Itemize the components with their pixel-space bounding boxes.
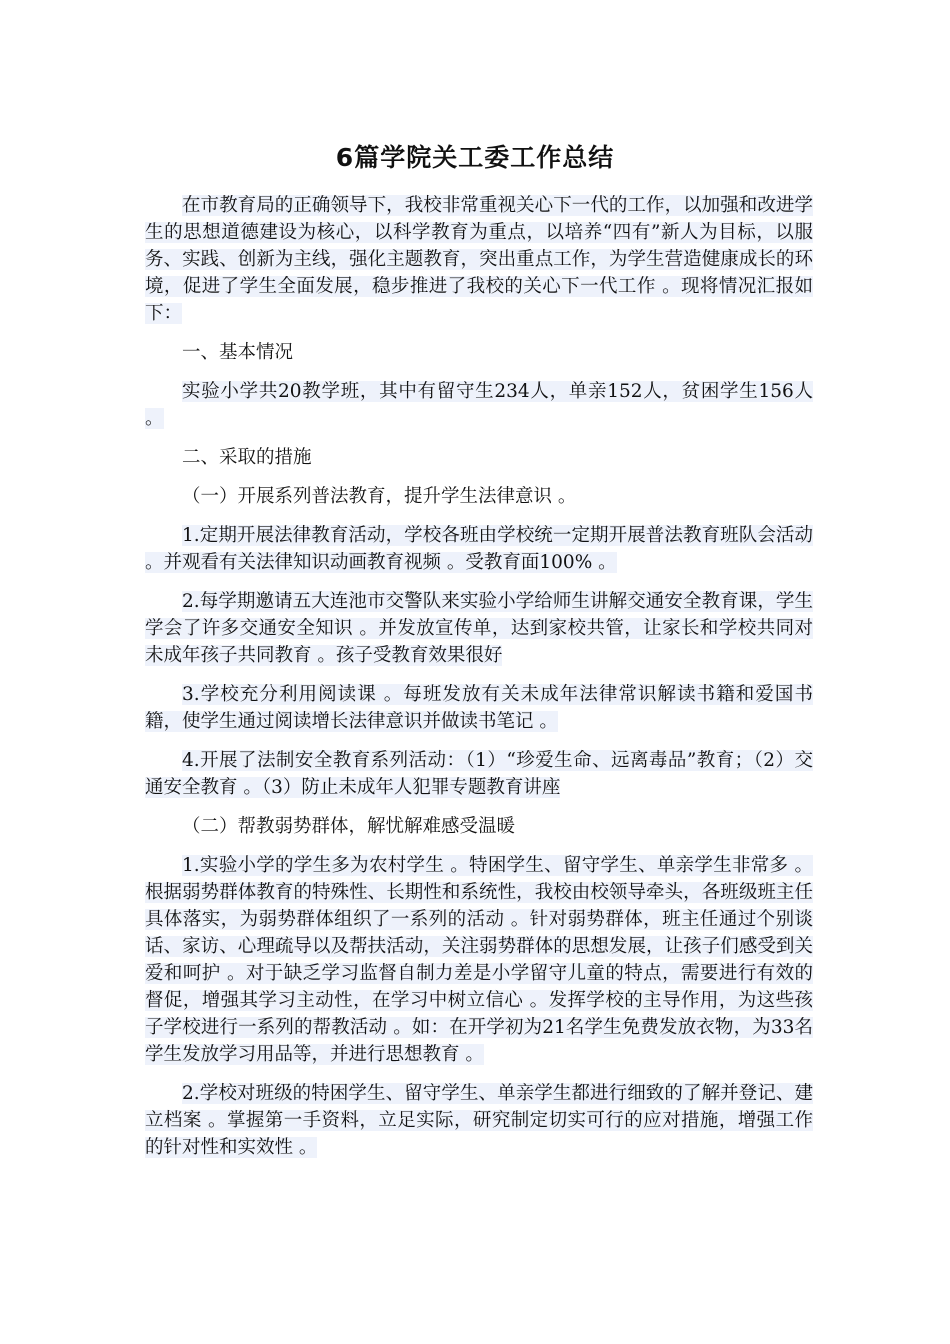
section-heading-measures: 二、采取的措施 [182, 447, 312, 468]
support-item-1-text: 1.实验小学的学生多为农村学生 。特困学生、留守学生、单亲学生非常多 。根据弱势群体教育的特殊性、长期性和系统性，我校由校领导牵头，各班级班主任具体落实，为弱势群体组织了一系列的活动 。针对弱势群体，班主任通过个别谈话、家访、心理疏导以及帮扶活动，关注弱势群体的思想发展，让孩子们感受到关爱和呵护 。对于缺乏学习监督自制力差是小学留守儿童的特点，需要进行有效的督促，增强其学习主动性，在学习中树立信心 。发挥学校的主导作用，为这些孩子学校进行一系列的帮教活动 。如：在开学初为21名学生免费发放衣物，为33名学生发放学习用品等，并进行思想教育 。 [145, 855, 813, 1065]
intro-paragraph [145, 192, 813, 327]
subsection-heading-law [145, 483, 813, 510]
support-item-2 [145, 1080, 813, 1161]
law-item-2 [145, 588, 813, 669]
law-item-4 [145, 747, 813, 801]
law-item-2-text: 2.每学期邀请五大连池市交警队来实验小学给师生讲解交通安全教育课，学生学会了许多交通安全知识 。并发放宣传单，达到家校共管，让家长和学校共同对未成年孩子共同教育 。孩子受教育效果很好 [145, 591, 813, 666]
support-item-2-text: 2.学校对班级的特困学生、留守学生、单亲学生都进行细致的了解并登记、建立档案 。掌握第一手资料，立足实际，研究制定切实可行的应对措施，增强工作的针对性和实效性 。 [145, 1083, 813, 1158]
intro-text: 在市教育局的正确领导下，我校非常重视关心下一代的工作，以加强和改进学生的思想道德建设为核心，以科学教育为重点，以培养“四有”新人为目标，以服务、实践、创新为主线，强化主题教育，突出重点工作，为学生营造健康成长的环境，促进了学生全面发展，稳步推进了我校的关心下一代工作 。现将情况汇报如下： [145, 195, 813, 324]
law-item-3-text: 3.学校充分利用阅读课 。每班发放有关未成年法律常识解读书籍和爱国书籍，使学生通过阅读增长法律意识并做读书笔记 。 [145, 684, 813, 732]
subsection-law-text: （一）开展系列普法教育，提升学生法律意识 。 [182, 486, 577, 507]
basic-info-text: 实验小学共20教学班，其中有留守生234人，单亲152人，贫困学生156人 。 [145, 381, 813, 429]
law-item-3 [145, 681, 813, 735]
law-item-1-text: 1.定期开展法律教育活动，学校各班由学校统一定期开展普法教育班队会活动 。并观看有关法律知识动画教育视频 。受教育面100% 。 [145, 525, 813, 573]
subsection-support-text: （二）帮教弱势群体，解忧解难感受温暖 [182, 816, 516, 837]
law-item-1 [145, 522, 813, 576]
basic-info-paragraph [145, 378, 813, 432]
document-title: 6篇学院关工委工作总结 [335, 143, 615, 172]
law-item-4-text: 4.开展了法制安全教育系列活动：（1）“珍爱生命、远离毒品”教育；（2）交通安全教育 。（3）防止未成年人犯罪专题教育讲座 [145, 750, 813, 798]
document-body [145, 192, 813, 1173]
section-heading-basic: 一、基本情况 [182, 342, 294, 363]
subsection-heading-support [145, 813, 813, 840]
support-item-1 [145, 852, 813, 1068]
